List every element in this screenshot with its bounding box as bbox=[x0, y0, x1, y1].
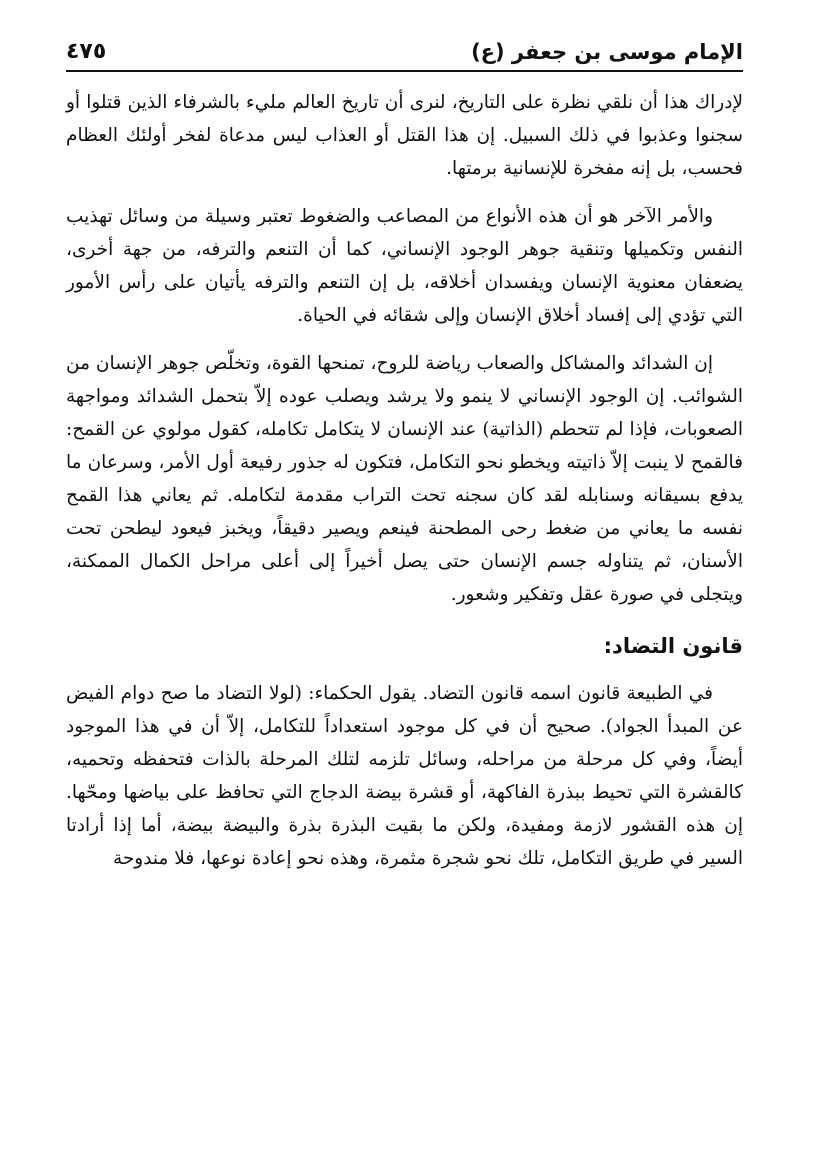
paragraph: إن الشدائد والمشاكل والصعاب رياضة للروح، تمنحها القوة، وتخلّص جوهر الإنسان من الشوائب. إن الوجود الإنساني لا ينمو ولا يرشد ويصلب عوده إلاّ بتحمل الشدائد ومواجهة الصعوبات، فإذا لم تتحطم (الذاتية) عند الإنسان لا يتكامل تكامله، كقول مولوي عن القمح: فالقمح لا ينبت إلاّ ذاتيته ويخطو نحو التكامل، فتكون له جذور رفيعة أول الأمر، وسرعان ما يدفع بسيقانه وسنابله لقد كان سجنه تحت التراب مقدمة لتكامله. ثم يعاني هذا القمح نفسه ما يعاني من ضغط رحى المطحنة فينعم ويصير دقيقاً، ويخبز فيعود ليطحن تحت الأسنان، ثم يتناوله جسم الإنسان حتى يصل أخيراً إلى أعلى مراحل الكمال الممكنة، ويتجلى في صورة عقل وتفكير وشعور. bbox=[66, 353, 743, 605]
running-header bbox=[66, 28, 743, 72]
paragraph: لإدراك هذا أن نلقي نظرة على التاريخ، لنرى أن تاريخ العالم مليء بالشرفاء الذين قتلوا أو سجنوا وعذبوا في ذلك السبيل. إن هذا القتل أو العذاب ليس مدعاة لفخر أولئك العظام فحسب، بل إنه مفخرة للإنسانية برمتها. bbox=[66, 92, 743, 179]
book-title: الإمام موسى بن جعفر (ع) bbox=[471, 40, 743, 64]
page-content bbox=[66, 86, 743, 875]
paragraph: في الطبيعة قانون اسمه قانون التضاد. يقول الحكماء: (لولا التضاد ما صح دوام الفيض عن المبدأ الجواد). صحيح أن في كل موجود استعداداً للتكامل، إلاّ أن في هذا الموجود أيضاً، وفي كل مرحلة من مراحله، وسائل تلزمه لتلك المرحلة بالذات فتحفظه وتحميه، كالقشرة التي تحيط ببذرة الفاكهة، أو قشرة بيضة الدجاج التي تحافظ على بياضها ومحّها. إن هذه القشور لازمة ومفيدة، ولكن ما بقيت البذرة بذرة والبيضة بيضة، أما إذا أرادتا السير في طريق التكامل، تلك نحو شجرة مثمرة، وهذه نحو إعادة نوعها، فلا مندوحة bbox=[66, 683, 743, 869]
section-heading: قانون التضاد: bbox=[603, 634, 743, 658]
paragraph: والأمر الآخر هو أن هذه الأنواع من المصاعب والضغوط تعتبر وسيلة من وسائل تهذيب النفس وتكميلها وتنقية جوهر الوجود الإنساني، كما أن التنعم والترفه، من جهة أخرى، يضعفان معنوية الإنسان ويفسدان أخلاقه، بل إن التنعم والترفه يأتيان على رأس الأمور التي تؤدي إلى إفساد أخلاق الإنسان وإلى شقائه في الحياة. bbox=[66, 206, 743, 326]
page-number: ٤٧٥ bbox=[66, 39, 107, 64]
